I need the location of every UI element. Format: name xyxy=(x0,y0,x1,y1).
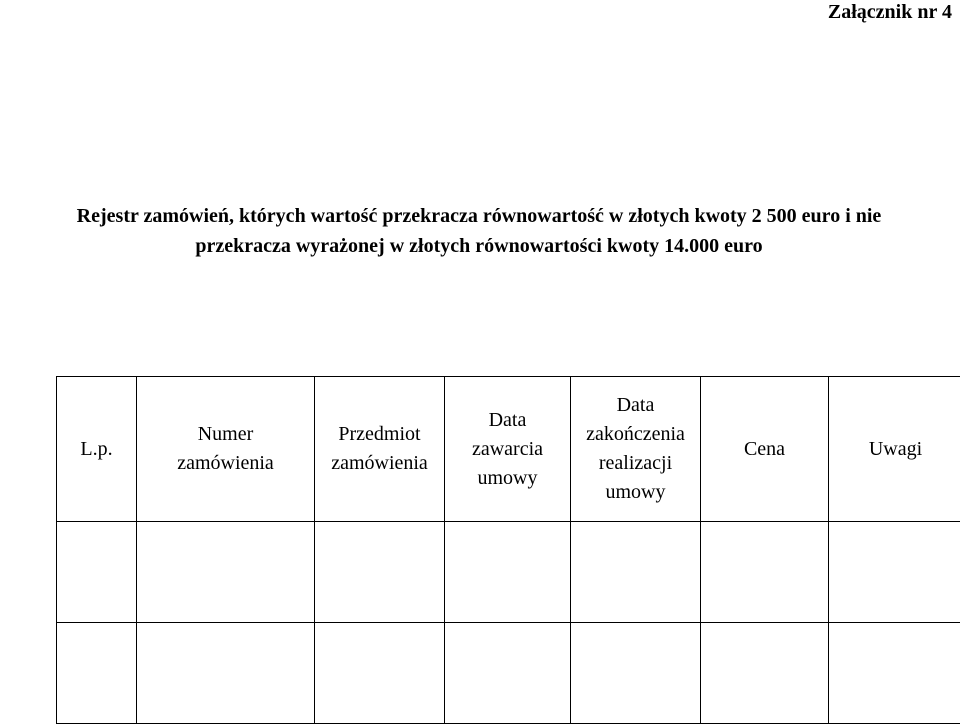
header-lp xyxy=(57,377,137,522)
table-cell xyxy=(571,522,701,623)
table-cell xyxy=(701,522,829,623)
header-line: Data xyxy=(488,408,527,431)
header-remarks xyxy=(829,377,960,522)
title-line-2: przekracza wyrażonej w złotych równowartości kwoty 14.000 euro xyxy=(195,235,763,257)
document-title xyxy=(4,201,954,261)
header-line: Przedmiot xyxy=(338,423,421,445)
table-row xyxy=(57,522,960,623)
table-cell xyxy=(445,522,571,623)
header-line: realizacji xyxy=(598,452,673,474)
header-order-number xyxy=(137,377,315,522)
table-cell xyxy=(701,623,829,724)
header-contract-date xyxy=(445,377,571,522)
header-line: zawarcia xyxy=(471,437,544,460)
table-row xyxy=(57,623,960,724)
register-table xyxy=(56,376,960,724)
header-line: Uwagi xyxy=(868,437,923,460)
table-cell xyxy=(315,522,445,623)
title-line-1: Rejestr zamówień, których wartość przekracza równowartość w złotych kwoty 2 500 euro i nie xyxy=(76,205,882,227)
header-line: Cena xyxy=(743,437,786,460)
header-line: umowy xyxy=(605,481,666,503)
annex-label: Załącznik nr 4 xyxy=(827,1,952,23)
table-cell xyxy=(829,522,960,623)
header-row xyxy=(57,377,960,522)
table-cell xyxy=(445,623,571,724)
header-completion-date xyxy=(571,377,701,522)
table-cell xyxy=(57,522,137,623)
header-line: zamówienia xyxy=(177,452,274,474)
header-line: L.p. xyxy=(80,437,113,460)
table-cell xyxy=(571,623,701,724)
header-price xyxy=(701,377,829,522)
table-cell xyxy=(315,623,445,724)
header-line: umowy xyxy=(477,466,538,489)
table-cell xyxy=(829,623,960,724)
table-cell xyxy=(57,623,137,724)
header-line: Data xyxy=(616,394,655,416)
header-line: zamówienia xyxy=(331,452,428,474)
table-cell xyxy=(137,623,315,724)
table-cell xyxy=(137,522,315,623)
header-line: Numer xyxy=(197,423,254,445)
header-line: zakończenia xyxy=(586,423,685,445)
header-order-subject xyxy=(315,377,445,522)
